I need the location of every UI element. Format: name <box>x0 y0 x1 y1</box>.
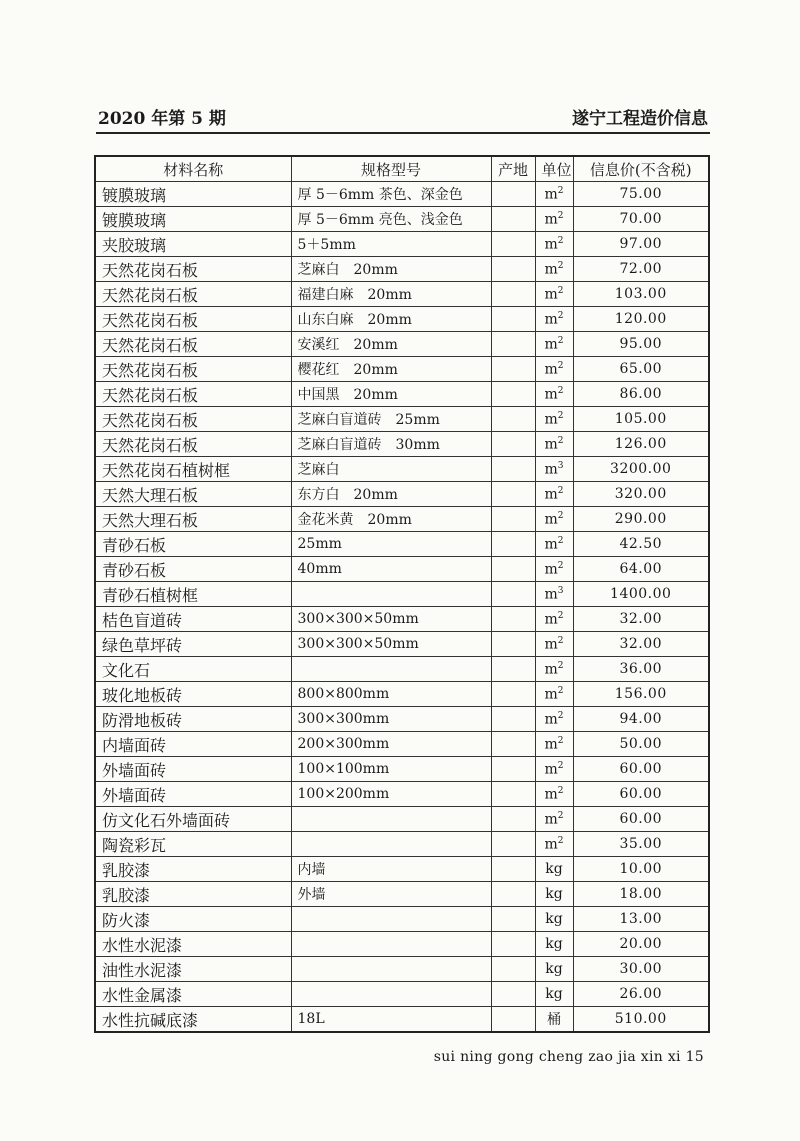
price-cell: 94.00 <box>573 707 709 732</box>
spec-cell: 外墙 <box>291 882 491 907</box>
column-header-price: 信息价(不含税) <box>573 156 709 182</box>
material-name-cell: 镀膜玻璃 <box>95 207 291 232</box>
material-name-cell: 天然花岗石板 <box>95 332 291 357</box>
origin-cell <box>491 457 535 482</box>
origin-cell <box>491 307 535 332</box>
table-row <box>95 182 709 207</box>
origin-cell <box>491 932 535 957</box>
material-name-cell: 乳胶漆 <box>95 882 291 907</box>
price-cell: 156.00 <box>573 682 709 707</box>
origin-cell <box>491 957 535 982</box>
price-cell: 97.00 <box>573 232 709 257</box>
material-name-cell: 外墙面砖 <box>95 757 291 782</box>
unit-cell: $m^2$ <box>535 832 573 857</box>
material-name-cell: 天然花岗石板 <box>95 382 291 407</box>
unit-cell: $m^2$ <box>535 407 573 432</box>
price-cell: 30.00 <box>573 957 709 982</box>
material-name-cell: 天然花岗石板 <box>95 407 291 432</box>
material-name-cell: 夹胶玻璃 <box>95 232 291 257</box>
table-row <box>95 357 709 382</box>
unit-cell: $m^2$ <box>535 632 573 657</box>
spec-cell <box>291 907 491 932</box>
unit-cell: $m^2$ <box>535 257 573 282</box>
price-cell: 3200.00 <box>573 457 709 482</box>
publication-title: 遂宁工程造价信息 <box>572 109 708 129</box>
unit-cell: $m^2$ <box>535 307 573 332</box>
origin-cell <box>491 382 535 407</box>
origin-cell <box>491 557 535 582</box>
material-name-cell: 文化石 <box>95 657 291 682</box>
price-cell: 86.00 <box>573 382 709 407</box>
material-name-cell: 水性金属漆 <box>95 982 291 1007</box>
material-name-cell: 外墙面砖 <box>95 782 291 807</box>
column-header-unit: 单位 <box>535 156 573 182</box>
material-name-cell: 青砂石植树框 <box>95 582 291 607</box>
material-name-cell: 天然花岗石板 <box>95 257 291 282</box>
material-name-cell: 仿文化石外墙面砖 <box>95 807 291 832</box>
table-row <box>95 1007 709 1033</box>
table-row <box>95 307 709 332</box>
origin-cell <box>491 507 535 532</box>
spec-cell: 福建白麻 20mm <box>291 282 491 307</box>
material-name-cell: 桔色盲道砖 <box>95 607 291 632</box>
origin-cell <box>491 632 535 657</box>
table-row <box>95 857 709 882</box>
page-header <box>98 100 708 130</box>
table-row <box>95 382 709 407</box>
spec-cell <box>291 657 491 682</box>
unit-cell: $m^2$ <box>535 332 573 357</box>
origin-cell <box>491 732 535 757</box>
spec-cell <box>291 982 491 1007</box>
material-name-cell: 乳胶漆 <box>95 857 291 882</box>
price-cell: 95.00 <box>573 332 709 357</box>
table-row <box>95 782 709 807</box>
price-cell: 60.00 <box>573 782 709 807</box>
spec-cell: 200×300mm <box>291 732 491 757</box>
unit-cell: $m^2$ <box>535 757 573 782</box>
spec-cell: 300×300×50mm <box>291 632 491 657</box>
unit-cell: $m^2$ <box>535 707 573 732</box>
column-header-name: 材料名称 <box>95 156 291 182</box>
table-row <box>95 682 709 707</box>
material-name-cell: 天然大理石板 <box>95 507 291 532</box>
unit-cell: $m^2$ <box>535 507 573 532</box>
spec-cell: 25mm <box>291 532 491 557</box>
table-row <box>95 507 709 532</box>
origin-cell <box>491 182 535 207</box>
page-footer: sui ning gong cheng zao jia xin xi 15 <box>433 1049 704 1065</box>
price-cell: 126.00 <box>573 432 709 457</box>
price-cell: 120.00 <box>573 307 709 332</box>
origin-cell <box>491 1007 535 1033</box>
origin-cell <box>491 407 535 432</box>
table-row <box>95 932 709 957</box>
unit-cell: kg <box>535 932 573 957</box>
price-cell: 10.00 <box>573 857 709 882</box>
spec-cell: 300×300mm <box>291 707 491 732</box>
price-cell: 70.00 <box>573 207 709 232</box>
price-cell: 1400.00 <box>573 582 709 607</box>
price-cell: 60.00 <box>573 757 709 782</box>
unit-cell: $m^2$ <box>535 207 573 232</box>
price-cell: 103.00 <box>573 282 709 307</box>
table-row <box>95 532 709 557</box>
price-cell: 32.00 <box>573 607 709 632</box>
price-cell: 64.00 <box>573 557 709 582</box>
spec-cell: 安溪红 20mm <box>291 332 491 357</box>
origin-cell <box>491 582 535 607</box>
price-cell: 290.00 <box>573 507 709 532</box>
unit-cell: $m^2$ <box>535 657 573 682</box>
spec-cell: 800×800mm <box>291 682 491 707</box>
table-row <box>95 282 709 307</box>
spec-cell: 厚 5－6mm 亮色、浅金色 <box>291 207 491 232</box>
spec-cell: 樱花红 20mm <box>291 357 491 382</box>
unit-cell: $m^2$ <box>535 557 573 582</box>
price-cell: 20.00 <box>573 932 709 957</box>
origin-cell <box>491 757 535 782</box>
price-cell: 13.00 <box>573 907 709 932</box>
material-name-cell: 陶瓷彩瓦 <box>95 832 291 857</box>
spec-cell: 中国黑 20mm <box>291 382 491 407</box>
spec-cell: 芝麻白盲道砖 30mm <box>291 432 491 457</box>
table-row <box>95 232 709 257</box>
origin-cell <box>491 257 535 282</box>
spec-cell <box>291 582 491 607</box>
origin-cell <box>491 882 535 907</box>
unit-cell: kg <box>535 907 573 932</box>
spec-cell <box>291 932 491 957</box>
unit-cell: $m^2$ <box>535 782 573 807</box>
price-cell: 50.00 <box>573 732 709 757</box>
price-cell: 42.50 <box>573 532 709 557</box>
price-cell: 65.00 <box>573 357 709 382</box>
spec-cell: 18L <box>291 1007 491 1033</box>
origin-cell <box>491 482 535 507</box>
unit-cell: $m^2$ <box>535 382 573 407</box>
column-header-spec: 规格型号 <box>291 156 491 182</box>
table-row <box>95 257 709 282</box>
table-row <box>95 557 709 582</box>
price-cell: 320.00 <box>573 482 709 507</box>
spec-cell: 40mm <box>291 557 491 582</box>
spec-cell <box>291 957 491 982</box>
table-row <box>95 882 709 907</box>
column-header-origin: 产地 <box>491 156 535 182</box>
price-cell: 32.00 <box>573 632 709 657</box>
spec-cell: 金花米黄 20mm <box>291 507 491 532</box>
table-row <box>95 332 709 357</box>
unit-cell: kg <box>535 957 573 982</box>
spec-cell: 100×200mm <box>291 782 491 807</box>
issue-label: 2020 年第 5 期 <box>98 109 226 129</box>
spec-cell: 100×100mm <box>291 757 491 782</box>
unit-cell: $m^2$ <box>535 682 573 707</box>
origin-cell <box>491 357 535 382</box>
unit-cell: kg <box>535 882 573 907</box>
table-row <box>95 757 709 782</box>
material-name-cell: 玻化地板砖 <box>95 682 291 707</box>
unit-cell: $m^2$ <box>535 732 573 757</box>
table-row <box>95 407 709 432</box>
table-row <box>95 807 709 832</box>
material-name-cell: 防滑地板砖 <box>95 707 291 732</box>
origin-cell <box>491 532 535 557</box>
material-name-cell: 防火漆 <box>95 907 291 932</box>
origin-cell <box>491 832 535 857</box>
material-name-cell: 天然花岗石板 <box>95 432 291 457</box>
unit-cell: $m^3$ <box>535 582 573 607</box>
material-name-cell: 青砂石板 <box>95 532 291 557</box>
origin-cell <box>491 707 535 732</box>
spec-cell: 山东白麻 20mm <box>291 307 491 332</box>
price-cell: 510.00 <box>573 1007 709 1033</box>
unit-cell: $m^2$ <box>535 282 573 307</box>
origin-cell <box>491 982 535 1007</box>
origin-cell <box>491 657 535 682</box>
table-body <box>95 182 709 1033</box>
spec-cell: 5＋5mm <box>291 232 491 257</box>
price-cell: 75.00 <box>573 182 709 207</box>
table-row <box>95 832 709 857</box>
origin-cell <box>491 332 535 357</box>
unit-cell: $m^2$ <box>535 807 573 832</box>
origin-cell <box>491 907 535 932</box>
origin-cell <box>491 607 535 632</box>
unit-cell: $m^2$ <box>535 357 573 382</box>
spec-cell: 芝麻白 20mm <box>291 257 491 282</box>
unit-cell: kg <box>535 857 573 882</box>
unit-cell: $m^2$ <box>535 482 573 507</box>
price-cell: 60.00 <box>573 807 709 832</box>
price-cell: 36.00 <box>573 657 709 682</box>
origin-cell <box>491 432 535 457</box>
spec-cell: 厚 5－6mm 茶色、深金色 <box>291 182 491 207</box>
table-row <box>95 657 709 682</box>
origin-cell <box>491 232 535 257</box>
table-row <box>95 632 709 657</box>
origin-cell <box>491 207 535 232</box>
price-cell: 105.00 <box>573 407 709 432</box>
origin-cell <box>491 807 535 832</box>
material-name-cell: 油性水泥漆 <box>95 957 291 982</box>
unit-cell: $m^2$ <box>535 607 573 632</box>
spec-cell <box>291 832 491 857</box>
material-name-cell: 绿色草坪砖 <box>95 632 291 657</box>
price-cell: 18.00 <box>573 882 709 907</box>
unit-cell: $m^2$ <box>535 532 573 557</box>
spec-cell: 芝麻白 <box>291 457 491 482</box>
table-row <box>95 732 709 757</box>
origin-cell <box>491 857 535 882</box>
table-row <box>95 207 709 232</box>
material-name-cell: 天然花岗石板 <box>95 307 291 332</box>
table-row <box>95 482 709 507</box>
spec-cell: 内墙 <box>291 857 491 882</box>
table-row <box>95 457 709 482</box>
spec-cell: 东方白 20mm <box>291 482 491 507</box>
table-row <box>95 907 709 932</box>
spec-cell <box>291 807 491 832</box>
origin-cell <box>491 682 535 707</box>
price-table <box>94 155 710 1033</box>
unit-cell: $m^3$ <box>535 457 573 482</box>
origin-cell <box>491 782 535 807</box>
spec-cell: 芝麻白盲道砖 25mm <box>291 407 491 432</box>
material-name-cell: 镀膜玻璃 <box>95 182 291 207</box>
material-name-cell: 内墙面砖 <box>95 732 291 757</box>
table-header-row <box>95 156 709 182</box>
material-name-cell: 天然大理石板 <box>95 482 291 507</box>
material-name-cell: 天然花岗石植树框 <box>95 457 291 482</box>
unit-cell: $m^2$ <box>535 432 573 457</box>
unit-cell: $m^2$ <box>535 182 573 207</box>
unit-cell: $m^2$ <box>535 232 573 257</box>
material-name-cell: 水性抗碱底漆 <box>95 1007 291 1033</box>
unit-cell: 桶 <box>535 1007 573 1033</box>
table-row <box>95 982 709 1007</box>
origin-cell <box>491 282 535 307</box>
price-cell: 72.00 <box>573 257 709 282</box>
table-row <box>95 707 709 732</box>
header-rule <box>96 132 710 134</box>
unit-cell: kg <box>535 982 573 1007</box>
table-row <box>95 957 709 982</box>
table-row <box>95 607 709 632</box>
material-name-cell: 青砂石板 <box>95 557 291 582</box>
table-row <box>95 432 709 457</box>
material-name-cell: 天然花岗石板 <box>95 357 291 382</box>
material-name-cell: 天然花岗石板 <box>95 282 291 307</box>
price-cell: 35.00 <box>573 832 709 857</box>
material-name-cell: 水性水泥漆 <box>95 932 291 957</box>
table-row <box>95 582 709 607</box>
price-cell: 26.00 <box>573 982 709 1007</box>
spec-cell: 300×300×50mm <box>291 607 491 632</box>
